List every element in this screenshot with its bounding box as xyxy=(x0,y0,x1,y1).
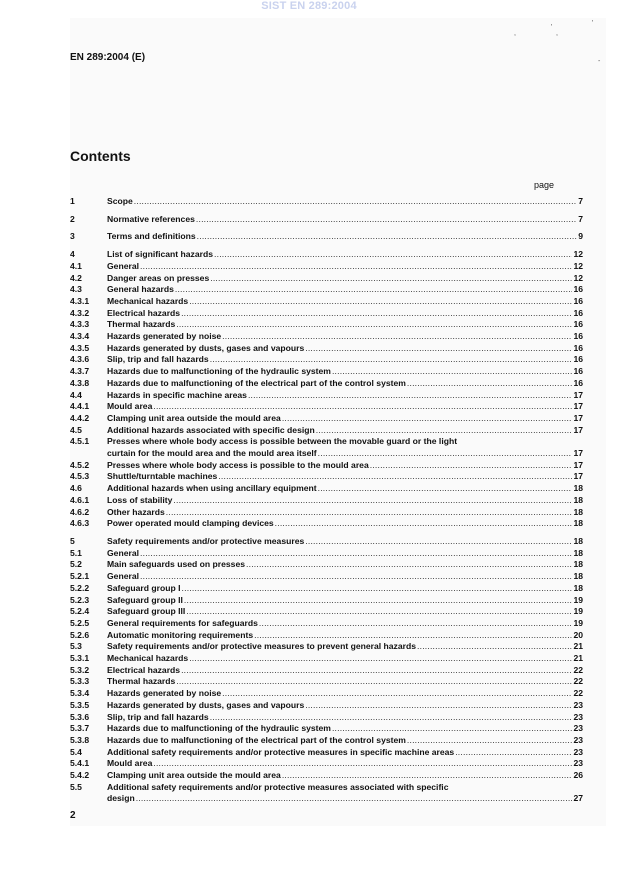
toc-page-number: 23 xyxy=(573,734,583,745)
toc-title: Hazards generated by dusts, gases and vapours xyxy=(107,342,305,353)
toc-title: Presses where whole body access is possible to the mould area xyxy=(107,459,369,470)
toc-entry[interactable] xyxy=(70,583,583,595)
toc-title: General requirements for safeguards xyxy=(107,617,258,628)
toc-entry[interactable] xyxy=(70,770,583,782)
toc-title: Slip, trip and fall hazards xyxy=(107,354,209,365)
dot-leader xyxy=(182,583,573,595)
toc-entry[interactable] xyxy=(70,595,583,607)
toc-page-number: 18 xyxy=(573,582,583,593)
toc-page-number: 19 xyxy=(573,617,583,628)
toc-section-number: 5.1 xyxy=(70,547,82,558)
toc-title: Automatic monitoring requirements xyxy=(107,629,254,640)
dot-leader xyxy=(153,401,572,413)
toc-entry[interactable] xyxy=(70,723,583,735)
toc-entry[interactable] xyxy=(70,308,583,320)
toc-section-number: 4.1 xyxy=(70,260,82,271)
toc-page-number: 22 xyxy=(573,664,583,675)
scan-speck: , xyxy=(514,30,516,37)
toc-section-number: 4.6.2 xyxy=(70,506,90,517)
dot-leader xyxy=(181,665,572,677)
toc-page-number: 22 xyxy=(573,688,583,699)
toc-section-number: 5.3.1 xyxy=(70,653,90,664)
toc-section-number: 5.2.2 xyxy=(70,582,90,593)
dot-leader xyxy=(455,747,572,759)
toc-page-number: 17 xyxy=(573,412,583,423)
toc-section-number: 5.3.6 xyxy=(70,711,90,722)
toc-title-line: Additional safety requirements and/or protective measures associated with specific xyxy=(107,781,449,792)
toc-section-number: 5.2.6 xyxy=(70,629,90,640)
toc-entry[interactable] xyxy=(70,273,583,285)
toc-section-number: 4 xyxy=(70,249,75,260)
toc-entry[interactable] xyxy=(70,630,583,642)
toc-entry[interactable] xyxy=(70,261,583,273)
toc-entry[interactable] xyxy=(70,571,583,583)
dot-leader xyxy=(305,700,572,712)
toc-page-number: 21 xyxy=(573,641,583,652)
toc-entry[interactable] xyxy=(70,319,583,331)
toc-entry[interactable] xyxy=(70,495,583,507)
toc-section-number: 4.5 xyxy=(70,424,82,435)
toc-entry[interactable] xyxy=(70,665,583,677)
toc-entry[interactable] xyxy=(70,460,583,472)
toc-title: Slip, trip and fall hazards xyxy=(107,711,209,722)
toc-entry[interactable] xyxy=(70,735,583,747)
toc-entry[interactable] xyxy=(70,214,583,226)
toc-page-number: 23 xyxy=(573,746,583,757)
toc-section-number: 5.2.1 xyxy=(70,571,90,582)
toc-section-number: 4.3.7 xyxy=(70,366,90,377)
dot-leader xyxy=(246,559,572,571)
dot-leader xyxy=(407,378,573,390)
dot-leader xyxy=(254,630,572,642)
toc-section-number: 5.2.4 xyxy=(70,606,90,617)
toc-entry[interactable] xyxy=(70,354,583,366)
toc-title: Safeguard group III xyxy=(107,606,186,617)
dot-leader xyxy=(370,460,573,472)
toc-section-number: 5.3.2 xyxy=(70,664,90,675)
toc-page-number: 16 xyxy=(573,319,583,330)
toc-section-number: 4.6.1 xyxy=(70,494,90,505)
dot-leader xyxy=(305,536,572,548)
toc-title-line: Presses where whole body access is possible between the movable guard or the light xyxy=(107,436,458,447)
toc-section-number: 5.3 xyxy=(70,641,82,652)
dot-leader xyxy=(218,471,572,483)
toc-title: Power operated mould clamping devices xyxy=(107,518,274,529)
toc-entry[interactable] xyxy=(70,284,583,296)
toc-entry[interactable] xyxy=(70,507,583,519)
toc-page-number: 17 xyxy=(573,459,583,470)
toc-section-number: 4.5.3 xyxy=(70,471,90,482)
toc-section-number: 2 xyxy=(70,213,75,224)
toc-title: Mechanical hazards xyxy=(107,295,189,306)
toc-entry[interactable] xyxy=(70,518,583,530)
toc-page-number: 18 xyxy=(573,571,583,582)
toc-section-number: 4.3.6 xyxy=(70,354,90,365)
toc-title: Other hazards xyxy=(107,506,165,517)
toc-title: General xyxy=(107,571,140,582)
toc-entry[interactable] xyxy=(70,436,583,459)
dot-leader xyxy=(173,495,572,507)
toc-page-number: 17 xyxy=(573,471,583,482)
toc-title: Hazards generated by noise xyxy=(107,688,222,699)
toc-entry[interactable] xyxy=(70,390,583,402)
toc-page-number: 23 xyxy=(573,699,583,710)
toc-page-number: 16 xyxy=(573,284,583,295)
toc-entry[interactable] xyxy=(70,782,583,805)
toc-title: Clamping unit area outside the mould area xyxy=(107,412,281,423)
toc-section-number: 3 xyxy=(70,231,75,242)
toc-title: design xyxy=(107,793,135,804)
toc-entry[interactable] xyxy=(70,559,583,571)
toc-section-number: 4.5.2 xyxy=(70,459,90,470)
toc-page-number: 7 xyxy=(578,196,583,206)
toc-page-number: 12 xyxy=(573,272,583,283)
toc-page-number: 16 xyxy=(573,366,583,377)
dot-leader xyxy=(275,518,573,530)
toc-section-number: 4.3.2 xyxy=(70,307,90,318)
dot-leader xyxy=(332,366,572,378)
toc-section-number: 4.4 xyxy=(70,389,82,400)
toc-section-number: 5.2.3 xyxy=(70,594,90,605)
toc-section-number: 5.3.7 xyxy=(70,723,90,734)
dot-leader xyxy=(140,261,572,273)
toc-section-number: 5 xyxy=(70,535,75,546)
document-id: EN 289:2004 (E) xyxy=(70,52,146,63)
dot-leader xyxy=(210,273,572,285)
scan-speck: - xyxy=(598,58,601,65)
dot-leader xyxy=(222,688,572,700)
toc-entry[interactable] xyxy=(70,747,583,759)
toc-page-number: 23 xyxy=(573,758,583,769)
toc-title: Electrical hazards xyxy=(107,307,181,318)
toc-entry[interactable] xyxy=(70,231,583,243)
toc-entry[interactable] xyxy=(70,249,583,261)
toc-title: Thermal hazards xyxy=(107,319,176,330)
dot-leader xyxy=(184,595,573,607)
toc-title: General hazards xyxy=(107,284,174,295)
toc-entry[interactable] xyxy=(70,606,583,618)
dot-leader xyxy=(332,723,572,735)
toc-section-number: 4.3 xyxy=(70,284,82,295)
toc-title: Hazards due to malfunctioning of the electrical part of the control system xyxy=(107,377,406,388)
toc-page-number: 19 xyxy=(573,606,583,617)
toc-section-number: 4.3.4 xyxy=(70,331,90,342)
toc-page-number: 23 xyxy=(573,711,583,722)
dot-leader xyxy=(248,390,572,402)
toc-title: Safety requirements and/or protective measures to prevent general hazards xyxy=(107,641,417,652)
toc-title: Mechanical hazards xyxy=(107,653,189,664)
toc-section-number: 4.4.1 xyxy=(70,401,90,412)
toc-title: curtain for the mould area and the mould area itself xyxy=(107,448,317,459)
toc-page-number: 18 xyxy=(573,547,583,558)
toc-title: General xyxy=(107,260,140,271)
toc-entry[interactable] xyxy=(70,413,583,425)
toc-entry[interactable] xyxy=(70,676,583,688)
dot-leader xyxy=(134,196,577,208)
toc-entry[interactable] xyxy=(70,618,583,630)
contents-heading: Contents xyxy=(70,148,131,164)
dot-leader xyxy=(282,413,573,425)
toc-entry[interactable] xyxy=(70,378,583,390)
toc-entry[interactable] xyxy=(70,536,583,548)
toc-section-number: 5.4 xyxy=(70,746,82,757)
dot-leader xyxy=(407,735,573,747)
toc-section-number: 4.3.3 xyxy=(70,319,90,330)
toc-page-number: 26 xyxy=(573,770,583,781)
toc-section-number: 5.3.8 xyxy=(70,734,90,745)
toc-page-number: 18 xyxy=(573,494,583,505)
toc-title: Hazards due to malfunctioning of the hydraulic system xyxy=(107,723,331,734)
toc-section-number: 5.4.2 xyxy=(70,770,90,781)
toc-entry[interactable] xyxy=(70,196,583,208)
toc-page-number: 18 xyxy=(573,483,583,494)
dot-leader xyxy=(259,618,573,630)
toc-entry[interactable] xyxy=(70,483,583,495)
toc-section-number: 5.2 xyxy=(70,559,82,570)
toc-page-number: 27 xyxy=(573,793,583,804)
dot-leader xyxy=(282,770,573,782)
toc-entry[interactable] xyxy=(70,296,583,308)
toc-page-number: 16 xyxy=(573,331,583,342)
dot-leader xyxy=(175,284,573,296)
toc-entry[interactable] xyxy=(70,343,583,355)
toc-page-number: 16 xyxy=(573,295,583,306)
toc-entry[interactable] xyxy=(70,471,583,483)
dot-leader xyxy=(197,231,578,243)
toc-title: Additional hazards when using ancillary equipment xyxy=(107,483,317,494)
toc-entry[interactable] xyxy=(70,641,583,653)
toc-section-number: 4.3.1 xyxy=(70,295,90,306)
toc-section-number: 4.5.1 xyxy=(70,436,90,447)
toc-title: Thermal hazards xyxy=(107,676,176,687)
toc-title: Electrical hazards xyxy=(107,664,181,675)
dot-leader xyxy=(176,676,572,688)
toc-title: Loss of stability xyxy=(107,494,173,505)
page-column-label: page xyxy=(534,180,555,190)
toc-page-number: 18 xyxy=(573,559,583,570)
toc-section-number: 5.5 xyxy=(70,781,82,792)
dot-leader xyxy=(176,319,572,331)
toc-page-number: 17 xyxy=(573,424,583,435)
dot-leader xyxy=(305,343,572,355)
dot-leader xyxy=(189,653,572,665)
toc-section-number: 1 xyxy=(70,196,75,206)
toc-section-number: 5.3.5 xyxy=(70,699,90,710)
toc-page-number: 19 xyxy=(573,594,583,605)
page-number: 2 xyxy=(70,810,76,821)
toc-page-number: 9 xyxy=(578,231,583,242)
toc-title: Shuttle/turntable machines xyxy=(107,471,218,482)
toc-entry[interactable] xyxy=(70,653,583,665)
toc-title: Safety requirements and/or protective measures xyxy=(107,535,305,546)
toc-page-number: 17 xyxy=(573,389,583,400)
toc-title: Hazards generated by noise xyxy=(107,331,222,342)
dot-leader xyxy=(316,425,573,437)
toc-page-number: 16 xyxy=(573,354,583,365)
toc-section-number: 4.3.5 xyxy=(70,342,90,353)
toc-section-number: 5.3.4 xyxy=(70,688,90,699)
dot-leader xyxy=(166,507,573,519)
dot-leader xyxy=(140,571,572,583)
toc-section-number: 5.2.5 xyxy=(70,617,90,628)
toc-title: General xyxy=(107,547,140,558)
toc-title: Hazards due to malfunctioning of the electrical part of the control system xyxy=(107,734,406,745)
toc-entry[interactable] xyxy=(70,688,583,700)
toc-title: Danger areas on presses xyxy=(107,272,210,283)
toc-title: Scope xyxy=(107,196,133,206)
toc-entry[interactable] xyxy=(70,700,583,712)
toc-title: Hazards generated by dusts, gases and vapours xyxy=(107,699,305,710)
toc-title: Safeguard group I xyxy=(107,582,181,593)
dot-leader xyxy=(222,331,572,343)
dot-leader xyxy=(318,448,573,460)
toc-page-number: 12 xyxy=(573,249,583,260)
toc-title: Safeguard group II xyxy=(107,594,183,605)
toc-title: Clamping unit area outside the mould area xyxy=(107,770,281,781)
toc-page-number: 22 xyxy=(573,676,583,687)
toc-section-number: 5.4.1 xyxy=(70,758,90,769)
scan-speck: , xyxy=(556,30,558,37)
toc-section-number: 4.6 xyxy=(70,483,82,494)
toc-title: Hazards in specific machine areas xyxy=(107,389,247,400)
toc-page-number: 16 xyxy=(573,307,583,318)
toc-page-number: 18 xyxy=(573,506,583,517)
toc-entry[interactable] xyxy=(70,425,583,437)
dot-leader xyxy=(196,214,577,226)
toc-title: Mould area xyxy=(107,758,153,769)
toc-section-number: 4.6.3 xyxy=(70,518,90,529)
toc-entry[interactable] xyxy=(70,548,583,560)
toc-title: Terms and definitions xyxy=(107,231,196,242)
toc-entry[interactable] xyxy=(70,401,583,413)
toc-title: Additional hazards associated with specific design xyxy=(107,424,315,435)
dot-leader xyxy=(140,548,572,560)
dot-leader xyxy=(136,793,573,805)
toc-page-number: 7 xyxy=(578,213,583,224)
dot-leader xyxy=(318,483,573,495)
toc-page-number: 12 xyxy=(573,260,583,271)
toc-section-number: 4.4.2 xyxy=(70,412,90,423)
scan-speck: ' xyxy=(551,24,553,31)
toc-title: Mould area xyxy=(107,401,153,412)
dot-leader xyxy=(210,354,573,366)
toc-title: Normative references xyxy=(107,213,195,224)
toc-page-number: 16 xyxy=(573,342,583,353)
toc-section-number: 5.3.3 xyxy=(70,676,90,687)
toc-entry[interactable] xyxy=(70,331,583,343)
toc-page-number: 23 xyxy=(573,723,583,734)
toc-section-number: 4.3.8 xyxy=(70,377,90,388)
table-of-contents xyxy=(70,196,583,805)
toc-page-number: 21 xyxy=(573,653,583,664)
dot-leader xyxy=(181,308,572,320)
toc-page-number: 18 xyxy=(573,518,583,529)
dot-leader xyxy=(214,249,572,261)
toc-page-number: 17 xyxy=(573,448,583,459)
scan-speck: ' xyxy=(592,20,594,27)
toc-entry[interactable] xyxy=(70,712,583,724)
toc-page-number: 20 xyxy=(573,629,583,640)
toc-page-number: 18 xyxy=(573,535,583,546)
dot-leader xyxy=(417,641,572,653)
toc-title: Main safeguards used on presses xyxy=(107,559,246,570)
toc-entry[interactable] xyxy=(70,366,583,378)
toc-page-number: 17 xyxy=(573,401,583,412)
toc-title: List of significant hazards xyxy=(107,249,214,260)
dot-leader xyxy=(153,758,572,770)
toc-entry[interactable] xyxy=(70,758,583,770)
toc-title: Additional safety requirements and/or protective measures in specific machine areas xyxy=(107,746,455,757)
toc-title: Hazards due to malfunctioning of the hydraulic system xyxy=(107,366,331,377)
dot-leader xyxy=(189,296,572,308)
watermark: SIST EN 289:2004 xyxy=(261,0,357,12)
toc-section-number: 4.2 xyxy=(70,272,82,283)
toc-page-number: 16 xyxy=(573,377,583,388)
dot-leader xyxy=(210,712,573,724)
dot-leader xyxy=(186,606,572,618)
